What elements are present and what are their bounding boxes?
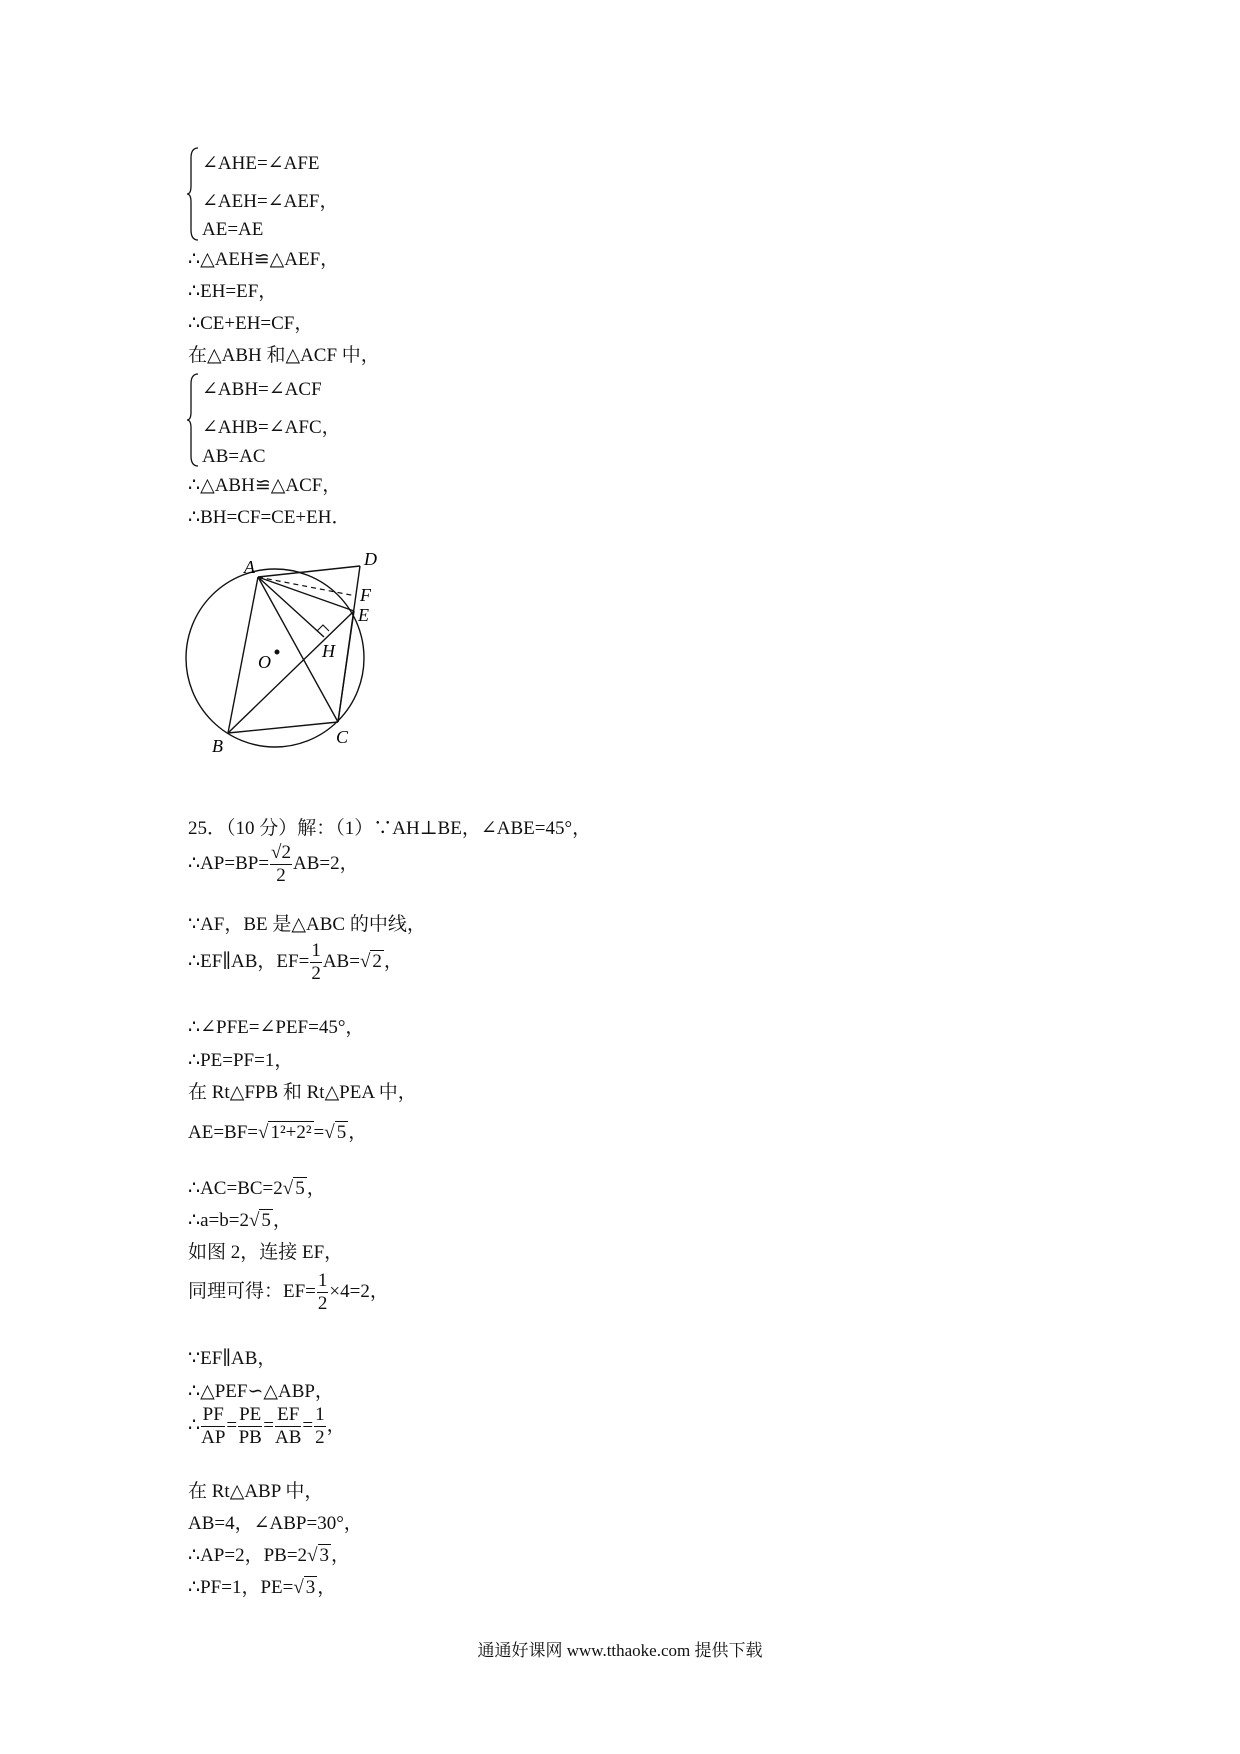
label-c: C bbox=[336, 727, 349, 747]
p25-line-6: ∴PE=PF=1， bbox=[188, 1050, 294, 1071]
text-line: ∴CE+EH=CF， bbox=[188, 313, 314, 334]
segment-bc bbox=[228, 722, 338, 733]
p25-line-18: ∴AP=2，PB=2√ 3 ， bbox=[188, 1545, 351, 1566]
p25-line-14: ∴△PEF∽△ABP， bbox=[188, 1381, 334, 1402]
system2-line-2: ∠AHB=∠AFC， bbox=[202, 417, 341, 438]
p25-line-10: ∴a=b=2√ 5 ， bbox=[188, 1210, 292, 1231]
page-footer: 通通好课网 www.tthaoke.com 提供下载 bbox=[477, 1641, 763, 1660]
p25-line-7: 在 Rt△FPB 和 Rt△PEA 中， bbox=[188, 1082, 417, 1103]
p25-line-2: ∴AP=BP= $\frac{√2}{2}$ AB=2， bbox=[188, 842, 359, 886]
system1-line-2: ∠AEH=∠AEF， bbox=[202, 191, 339, 212]
system2-line-1: ∠ABH=∠ACF bbox=[202, 379, 322, 400]
text-line: 在△ABH 和△ACF 中， bbox=[188, 345, 380, 366]
p25-line-17: AB=4，∠ABP=30°， bbox=[188, 1513, 363, 1534]
p25-line-8: AE=BF=√ 1²+2² =√ 5 ， bbox=[188, 1122, 368, 1143]
system1-line-3: AE=AE bbox=[202, 219, 264, 240]
segment-af-dashed bbox=[258, 577, 356, 596]
text-line: ∴BH=CF=CE+EH． bbox=[188, 507, 351, 528]
text-line: ∴EH=EF， bbox=[188, 281, 278, 302]
center-point bbox=[275, 650, 280, 655]
text-line: ∴△AEH≌△AEF， bbox=[188, 249, 340, 270]
segment-ah bbox=[258, 577, 324, 637]
segment-ec bbox=[338, 611, 354, 722]
p25-line-3: ∵AF，BE 是△ABC 的中线， bbox=[188, 914, 426, 935]
label-h: H bbox=[322, 641, 335, 661]
p25-line-15: ∴ $\frac{PF}{AP}$ = $\frac{PE}{PB}$ = $\frac{EF}{AB}$ = $\frac{1}{2}$ ， bbox=[188, 1404, 346, 1448]
label-d: D bbox=[364, 549, 377, 569]
brace-2 bbox=[186, 372, 200, 474]
label-e: E bbox=[358, 605, 369, 625]
text-line: ∴△ABH≌△ACF， bbox=[188, 475, 342, 496]
system1-line-1: ∠AHE=∠AFE bbox=[202, 153, 320, 174]
p25-line-16: 在 Rt△ABP 中， bbox=[188, 1481, 324, 1502]
segment-be bbox=[228, 611, 354, 733]
label-o: O bbox=[258, 652, 271, 672]
p25-line-5: ∴∠PFE=∠PEF=45°， bbox=[188, 1017, 365, 1038]
p25-line-9: ∴AC=BC=2√ 5 ， bbox=[188, 1178, 326, 1199]
p25-line-4: ∴EF∥AB，EF= $\frac{1}{2}$ AB=√ 2 ， bbox=[188, 940, 403, 984]
label-f: F bbox=[360, 585, 371, 605]
p25-line-19: ∴PF=1，PE=√ 3 ， bbox=[188, 1577, 337, 1598]
p25-line-12: 同理可得：EF= $\frac{1}{2}$ ×4=2， bbox=[188, 1270, 389, 1314]
label-b: B bbox=[212, 736, 223, 756]
geometry-figure bbox=[180, 545, 410, 760]
brace-2-svg bbox=[186, 372, 200, 468]
label-a: A bbox=[244, 557, 255, 577]
brace-1-svg bbox=[186, 146, 200, 242]
segment-ab bbox=[228, 577, 258, 733]
p25-line-13: ∵EF∥AB， bbox=[188, 1348, 277, 1369]
system2-line-3: AB=AC bbox=[202, 446, 266, 467]
p25-line-1: 25．（10 分）解：（1）∵AH⊥BE，∠ABE=45°， bbox=[188, 818, 592, 839]
brace-1 bbox=[186, 146, 200, 248]
segment-ae bbox=[258, 577, 354, 611]
right-angle-mark bbox=[317, 625, 329, 631]
p25-line-11: 如图 2，连接 EF， bbox=[188, 1242, 344, 1263]
